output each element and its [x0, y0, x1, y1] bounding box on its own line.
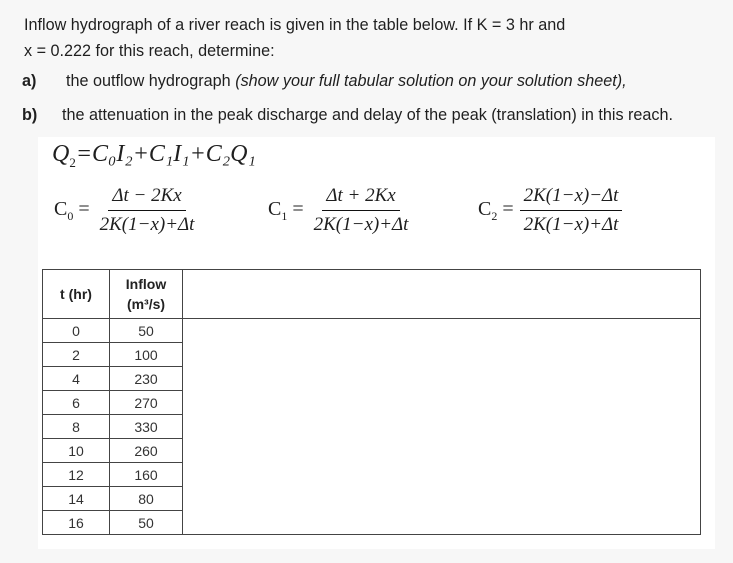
formula-table-panel [38, 137, 715, 549]
blank-cell [183, 319, 701, 343]
c1-sub: 1 [281, 208, 288, 223]
part-a [22, 72, 627, 91]
c1-numerator: Δt + 2Kx [322, 185, 399, 211]
blank-cell [183, 391, 701, 415]
c2-symbol: C [478, 197, 492, 220]
time-cell: 4 [43, 367, 110, 391]
inflow-cell: 50 [110, 511, 183, 535]
header-inflow [110, 270, 183, 319]
inflow-cell: 80 [110, 487, 183, 511]
routing-rhs: =C₀I₂+C₁I₁+C₂Q₁ [75, 141, 256, 167]
blank-cell [183, 367, 701, 391]
time-cell: 12 [43, 463, 110, 487]
c0-denominator: 2K(1−x)+Δt [99, 214, 195, 235]
c2-formula [478, 185, 622, 236]
inflow-cell: 50 [110, 319, 183, 343]
table-row [43, 415, 701, 439]
part-a-note: (show your full tabular solution on your solution sheet), [235, 72, 627, 90]
inflow-cell: 330 [110, 415, 183, 439]
c2-lhs: $C_2$ = [478, 197, 514, 223]
blank-cell [183, 343, 701, 367]
table-row [43, 511, 701, 535]
part-b [22, 106, 673, 125]
inflow-cell: 270 [110, 391, 183, 415]
inflow-cell: 230 [110, 367, 183, 391]
header-time: t (hr) [43, 270, 110, 319]
header-inflow-label: Inflow [125, 276, 167, 292]
table-header-row [43, 270, 701, 319]
intro-line-1: Inflow hydrograph of a river reach is given in the table below. If K = 3 hr and [24, 16, 566, 34]
blank-cell [183, 511, 701, 535]
c0-numerator: Δt − 2Kx [108, 185, 185, 211]
inflow-cell: 260 [110, 439, 183, 463]
table-row [43, 319, 701, 343]
time-cell: 2 [43, 343, 110, 367]
time-cell: 14 [43, 487, 110, 511]
blank-cell [183, 415, 701, 439]
table-body [43, 319, 701, 535]
header-inflow-unit: (m³/s) [126, 296, 166, 312]
blank-cell [183, 439, 701, 463]
part-b-text: the attenuation in the peak discharge and delay of the peak (translation) in this reach. [62, 106, 674, 124]
time-cell: 6 [43, 391, 110, 415]
c1-lhs: $C_1$ = [268, 197, 304, 223]
routing-lhs: Q [52, 141, 70, 167]
c2-denominator: 2K(1−x)+Δt [523, 214, 619, 235]
inflow-cell: 160 [110, 463, 183, 487]
time-cell: 8 [43, 415, 110, 439]
table-row [43, 343, 701, 367]
c2-fraction [520, 185, 623, 236]
inflow-hydrograph-table [42, 269, 701, 535]
blank-cell [183, 487, 701, 511]
c1-fraction [310, 185, 413, 236]
c1-denominator: 2K(1−x)+Δt [313, 214, 409, 235]
table-row [43, 487, 701, 511]
c0-fraction [96, 185, 199, 236]
c2-numerator: 2K(1−x)−Δt [520, 185, 623, 211]
table-row [43, 463, 701, 487]
table-row [43, 367, 701, 391]
c1-symbol: C [268, 197, 282, 220]
problem-statement [24, 12, 565, 64]
routing-equation [52, 141, 256, 171]
time-cell: 10 [43, 439, 110, 463]
c0-formula [54, 185, 198, 236]
part-a-text: the outflow hydrograph [66, 72, 236, 90]
routing-lhs-sub: 2 [69, 154, 76, 170]
time-cell: 0 [43, 319, 110, 343]
part-a-label: a) [22, 72, 37, 90]
c2-sub: 2 [491, 208, 498, 223]
blank-cell [183, 463, 701, 487]
c1-formula [268, 185, 412, 236]
part-b-label: b) [22, 106, 38, 124]
intro-line-2: x = 0.222 for this reach, determine: [24, 42, 275, 60]
c0-sub: 0 [67, 208, 74, 223]
inflow-cell: 100 [110, 343, 183, 367]
table-row [43, 391, 701, 415]
c0-lhs: $C_0$ = [54, 197, 90, 223]
table-row [43, 439, 701, 463]
c0-symbol: C [54, 197, 68, 220]
time-cell: 16 [43, 511, 110, 535]
blank-header-cell [183, 270, 701, 319]
